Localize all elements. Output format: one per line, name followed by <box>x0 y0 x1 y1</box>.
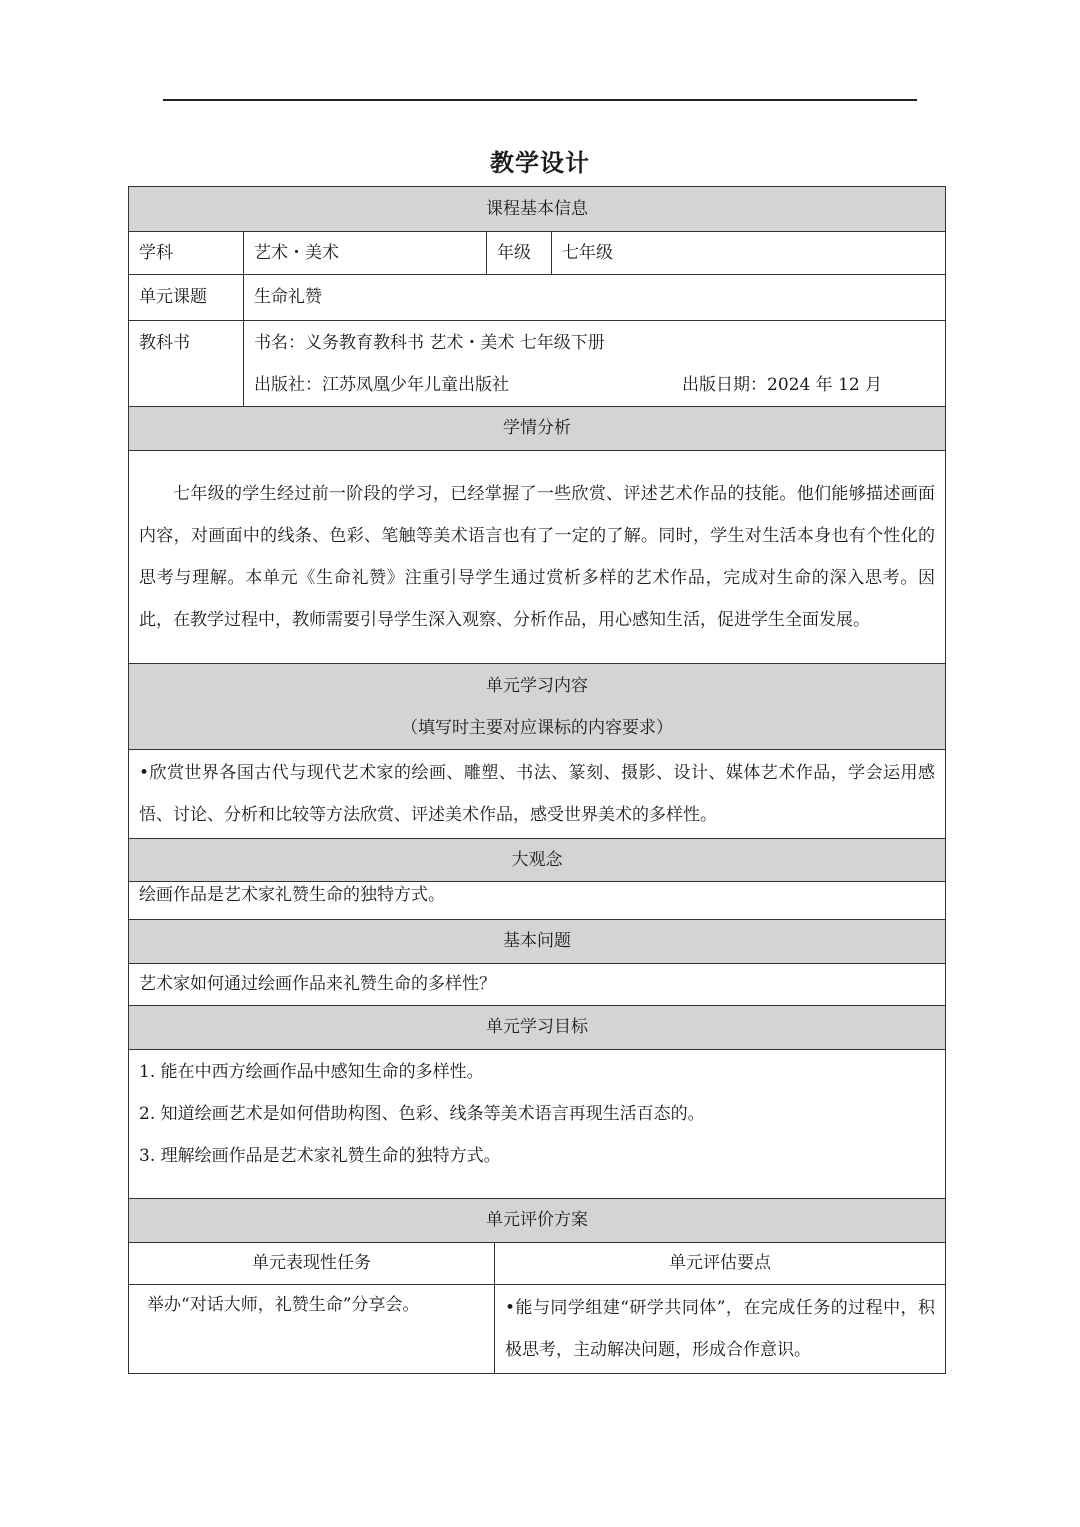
unit-goals-header: 单元学习目标 <box>129 1006 946 1050</box>
unit-content-header-cell <box>129 664 946 750</box>
learner-analysis-header: 学情分析 <box>129 407 946 451</box>
unit-content-subheader: （填写时主要对应课标的内容要求） <box>401 717 674 738</box>
big-idea-row <box>129 882 946 920</box>
subject-row <box>129 232 946 275</box>
assessment-columns-row <box>129 1243 946 1285</box>
unit-row <box>129 275 946 321</box>
task-column-header: 单元表现性任务 <box>129 1243 495 1285</box>
unit-goals-header-row <box>129 1006 946 1050</box>
textbook-row <box>129 321 946 407</box>
unit-goal-item: 1. 能在中西方绘画作品中感知生命的多样性。 <box>139 1062 484 1082</box>
grade-label: 年级 <box>487 232 552 275</box>
essential-question-row <box>129 964 946 1006</box>
unit-goal-item: 3. 理解绘画作品是艺术家礼赞生命的独特方式。 <box>139 1146 501 1166</box>
performance-task: 举办“对话大师，礼赞生命”分享会。 <box>129 1285 495 1374</box>
textbook-label: 教科书 <box>129 321 244 407</box>
learner-analysis-row <box>129 451 946 664</box>
big-idea-header-row <box>129 839 946 882</box>
unit-value: 生命礼赞 <box>244 275 946 321</box>
big-idea-header: 大观念 <box>129 839 946 882</box>
unit-label: 单元课题 <box>129 275 244 321</box>
learner-analysis-text: 七年级的学生经过前一阶段的学习，已经掌握了一些欣赏、评述艺术作品的技能。他们能够描述画面内容，对画面中的线条、色彩、笔触等美术语言也有了一定的了解。同时，学生对生活本身也有个性化的思考与理解。本单元《生命礼赞》注重引导学生通过赏析多样的艺术作品，完成对生命的深入思考。因此，在教学过程中，教师需要引导学生深入观察、分析作品，用心感知生活，促进学生全面发展。 <box>129 451 946 664</box>
assessment-header: 单元评价方案 <box>129 1199 946 1243</box>
subject-label: 学科 <box>129 232 244 275</box>
basic-info-header-row <box>129 187 946 232</box>
lesson-design-table <box>128 186 946 1374</box>
basic-info-header: 课程基本信息 <box>129 187 946 232</box>
unit-content-row <box>129 750 946 839</box>
essential-question-header: 基本问题 <box>129 920 946 964</box>
publisher-line <box>254 364 935 406</box>
unit-goals-list <box>129 1050 946 1199</box>
assessment-points: •能与同学组建“研学共同体”，在完成任务的过程中，积极思考，主动解决问题，形成合作意识。 <box>495 1285 946 1374</box>
subject-value: 艺术・美术 <box>244 232 487 275</box>
unit-goal-item: 2. 知道绘画艺术是如何借助构图、色彩、线条等美术语言再现生活百态的。 <box>139 1104 705 1124</box>
unit-content-header-row <box>129 664 946 750</box>
unit-content-text: •欣赏世界各国古代与现代艺术家的绘画、雕塑、书法、篆刻、摄影、设计、媒体艺术作品，学会运用感悟、讨论、分析和比较等方法欣赏、评述美术作品，感受世界美术的多样性。 <box>129 750 946 839</box>
grade-value: 七年级 <box>552 232 946 275</box>
textbook-name: 书名：义务教育教科书 艺术・美术 七年级下册 <box>254 332 605 353</box>
essential-question-header-row <box>129 920 946 964</box>
document-title: 教学设计 <box>490 149 590 177</box>
essential-question-text: 艺术家如何通过绘画作品来礼赞生命的多样性？ <box>129 964 946 1006</box>
textbook-info <box>244 321 946 407</box>
publisher: 出版社：江苏凤凰少年儿童出版社 <box>254 374 509 395</box>
assessment-row <box>129 1285 946 1374</box>
header-rule <box>163 99 917 101</box>
assessment-header-row <box>129 1199 946 1243</box>
big-idea-text: 绘画作品是艺术家礼赞生命的独特方式。 <box>129 882 946 920</box>
publish-date: 出版日期：2024 年 12 月 <box>682 374 883 395</box>
learner-analysis-header-row <box>129 407 946 451</box>
points-column-header: 单元评估要点 <box>495 1243 946 1285</box>
unit-goals-row <box>129 1050 946 1199</box>
unit-content-header: 单元学习内容 <box>486 675 589 696</box>
